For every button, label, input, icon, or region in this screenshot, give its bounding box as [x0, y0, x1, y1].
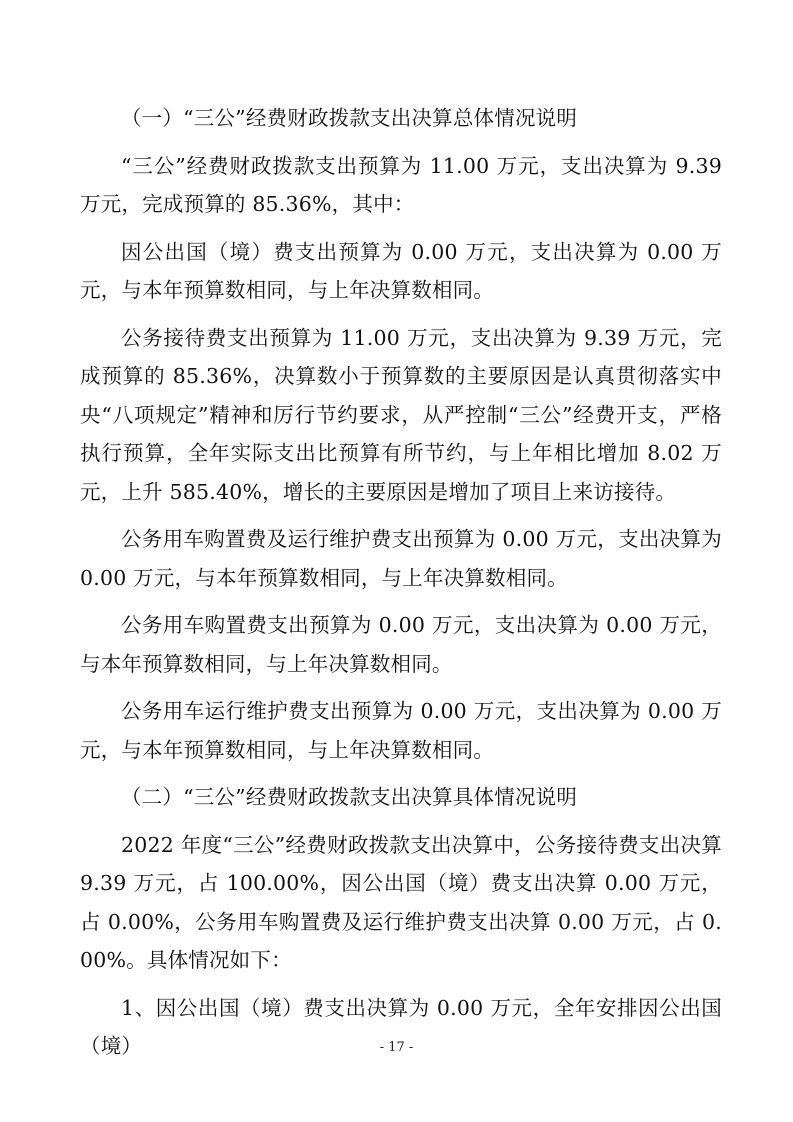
- section-heading-2: （二）“三公”经费财政拨款支出决算具体情况说明: [121, 785, 578, 809]
- paragraph-detailed-breakdown: 2022 年度“三公”经费财政拨款支出决算中，公务接待费支出决算 9.39 万元，占 100.00%，因公出国（境）费支出决算 0.00 万元，占 0.00%，公务用车购置费及运行维护费支出决算 0.00 万元，占 0.00%。具体情况如下：: [80, 832, 722, 972]
- page-number: - 17 -: [379, 1040, 414, 1055]
- paragraph-vehicle-total: 公务用车购置费及运行维护费支出预算为 0.00 万元，支出决算为 0.00 万元，与本年预算数相同，与上年决算数相同。: [80, 527, 722, 590]
- paragraph-overseas-travel: 因公出国（境）费支出预算为 0.00 万元，支出决算为 0.00 万元，与本年预算数相同，与上年决算数相同。: [80, 239, 722, 302]
- document-body: [80, 99, 722, 1066]
- paragraph-overall-summary: “三公”经费财政拨款支出预算为 11.00 万元，支出决算为 9.39 万元，完成预算的 85.36%，其中：: [80, 153, 722, 216]
- paragraph-overseas-detail: 1、因公出国（境）费支出决算为 0.00 万元，全年安排因公出国（境）: [80, 995, 722, 1058]
- paragraph-vehicle-purchase: 公务用车购置费支出预算为 0.00 万元，支出决算为 0.00 万元，与本年预算数相同，与上年决算数相同。: [80, 613, 722, 676]
- paragraph-reception: 公务接待费支出预算为 11.00 万元，支出决算为 9.39 万元，完成预算的 85.36%，决算数小于预算数的主要原因是认真贯彻落实中央“八项规定”精神和厉行节约要求，从严控制“三公”经费开支，严格执行预算，全年实际支出比预算有所节约，与上年相比增加 8.02 万元，上升 585.40%，增长的主要原因是增加了项目上来访接待。: [80, 325, 722, 504]
- paragraph-vehicle-maintenance: 公务用车运行维护费支出预算为 0.00 万元，支出决算为 0.00 万元，与本年预算数相同，与上年决算数相同。: [80, 699, 722, 762]
- section-heading-1: （一）“三公”经费财政拨款支出决算总体情况说明: [121, 106, 578, 130]
